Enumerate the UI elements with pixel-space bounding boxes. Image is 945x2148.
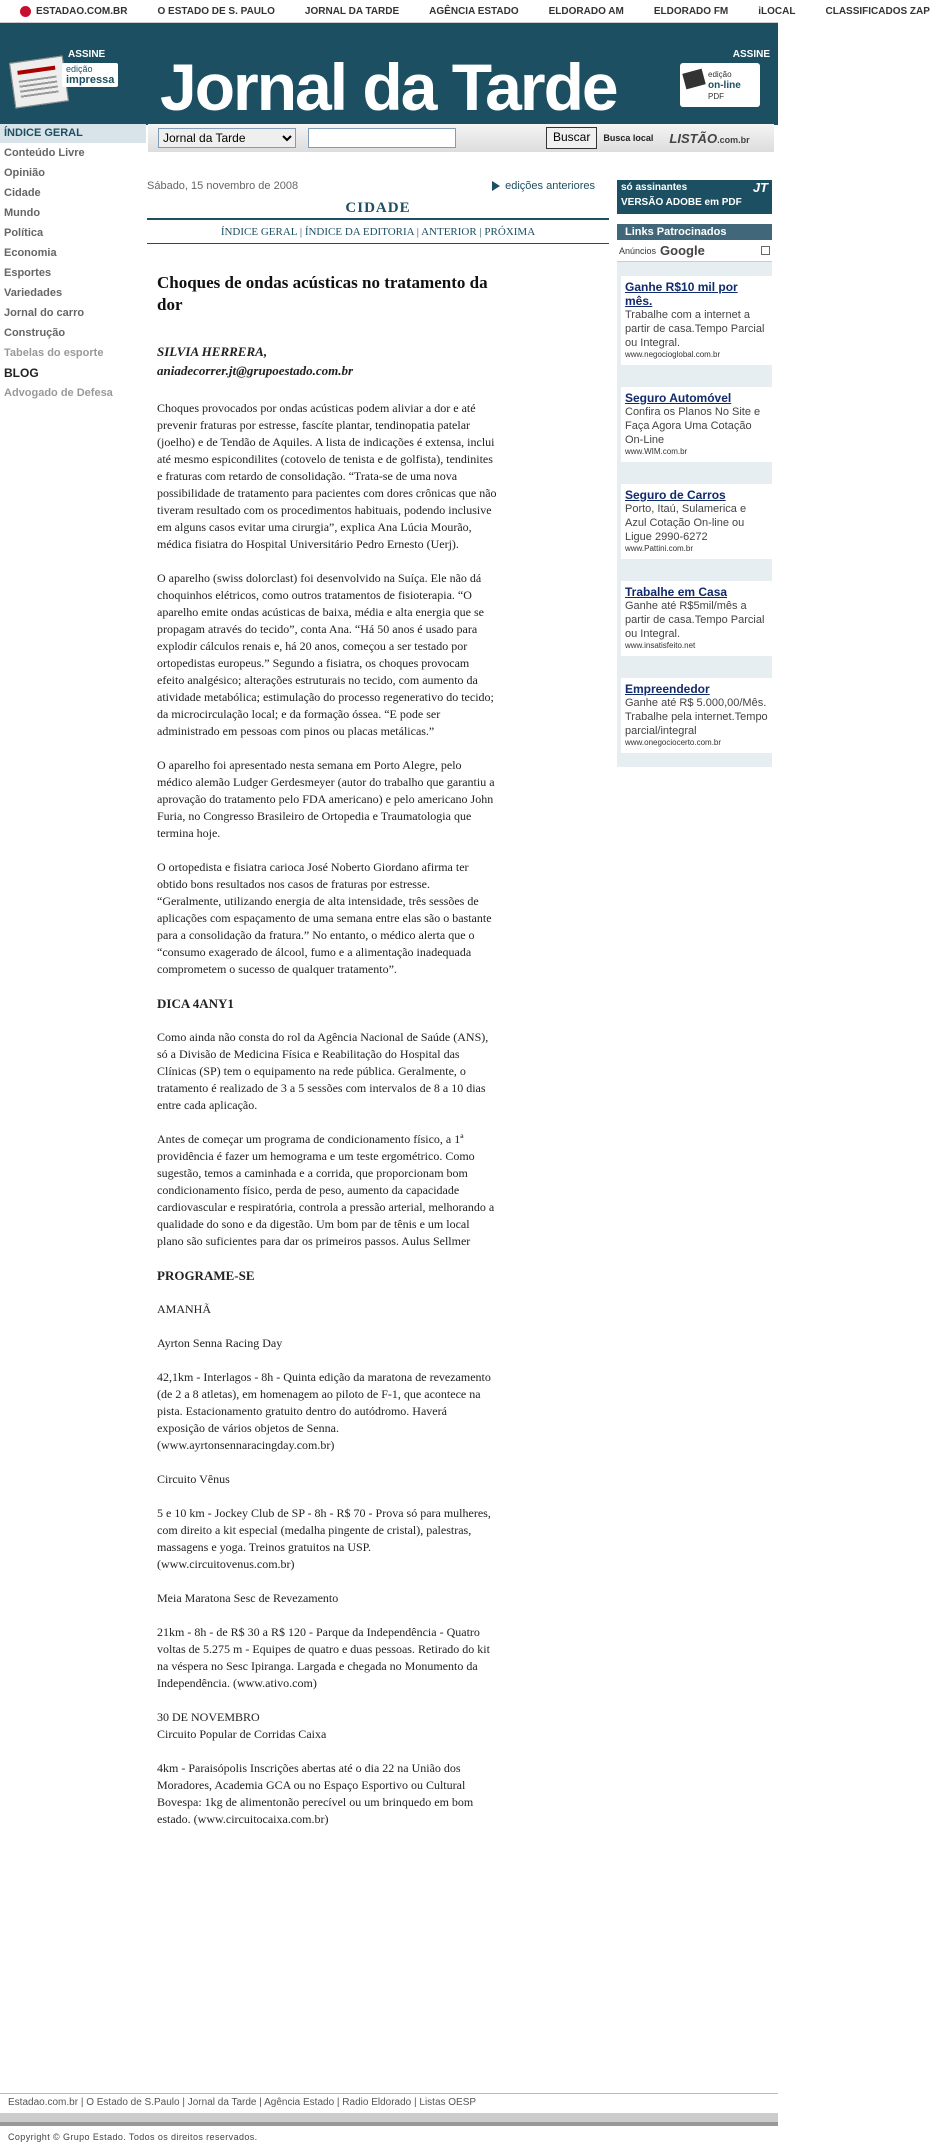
menu-item-conteudo-livre[interactable]: Conteúdo Livre [0,144,146,164]
ad-list [617,262,772,767]
ads-by-google[interactable] [617,240,772,262]
ad-item[interactable] [621,276,772,365]
menu-item-economia[interactable]: Economia [0,244,146,264]
programe-heading: PROGRAME-SE [157,1268,255,1283]
author-email[interactable]: aniadecorrer.jt@grupoestado.com.br [157,363,354,378]
online-edition-badge[interactable] [680,63,760,107]
topnav-label: ESTADAO.COM.BR [36,5,128,17]
topnav-link-agencia[interactable]: AGÊNCIA ESTADO [429,5,519,17]
previous-editions-label: edições anteriores [505,180,595,192]
article-paragraph: Como ainda não consta do rol da Agência Nacional de Saúde (ANS), só a Divisão de Medicina Física e Reabilitação do Hospital das Clínicas (SP) tem o equipamento na rede pública. Geralmente, o tratamento é realizado de 3 a 5 sessões com intervalos de 8 a 10 dias entre cada aplicação. [157,1030,489,1112]
article-paragraph: AMANHÃ [157,1302,211,1316]
online-edition-text [708,69,741,102]
menu-item-construcao[interactable]: Construção [0,324,146,344]
menu-item-tabelas[interactable]: Tabelas do esporte [0,344,146,364]
assine-print-label[interactable]: ASSINE [68,49,106,60]
previous-editions-link[interactable] [492,180,595,192]
main-content [147,180,609,1845]
article-paragraph: O aparelho (swiss dolorclast) foi desenvolvido na Suíça. Ele não dá choquinhos elétricos, como outros tratamentos de fisioterapia. “O aparelho emite ondas acústicas de baixa, média e alta energia que se propagam através do tecido”, conta Ana. “Há 50 anos é usado para explodir cálculos renais e, há 20 anos, começou a ser testado por ortopedistas europeus.” Segundo a fisiatra, os choques provocam efeito analgésico; alterações estruturais no tecido, com aumento da atividade metabólica; estimulação do processo regenerativo do tecido; da microcirculação local; e da formação óssea. “E pode ser administrado em pessoas com pinos ou placas metálicas.” [157,571,494,738]
assine-online-label[interactable]: ASSINE [732,49,770,60]
newspaper-icon[interactable] [9,55,69,108]
online-edition-line2: on-line [708,80,741,91]
article-subnav: ÍNDICE GERAL | ÍNDICE DA EDITORIA | ANTERIOR | PRÓXIMA [147,226,609,244]
menu-item-mundo[interactable]: Mundo [0,204,146,224]
topnav-link-zap[interactable]: CLASSIFICADOS ZAP [825,5,930,17]
print-edition-line2: impressa [66,74,115,86]
right-sidebar [617,180,772,767]
article-paragraph: Meia Maratona Sesc de Revezamento [157,1591,339,1605]
menu-item-advogado[interactable]: Advogado de Defesa [0,384,146,404]
ad-body: Porto, Itaú, Sulamerica e Azul Cotação On-line ou Ligue 2990-6272 [625,503,747,543]
article-paragraph: Antes de começar um programa de condicionamento físico, a 1ª providência é fazer um hemograma e um teste ergométrico. Como sugestão, temos a caminhada e a corrida, que proporcionam bom condicionamento físico, perda de peso, aumento da capacidade cardiovascular e respiratória, controla a pressão arterial, melhorando a qualidade do sono e da digestão. Um bom par de tênis e um local plano são suficientes para dar os primeiros passos. Aulus Sellmer [157,1132,495,1248]
topnav-link-estadao[interactable] [20,6,142,17]
menu-item-variedades[interactable]: Variedades [0,284,146,304]
ad-title[interactable]: Trabalhe em Casa [625,585,728,599]
ad-item[interactable] [621,678,772,753]
event-date: 30 DE NOVEMBRO [157,1710,260,1724]
topnav-link-eldorado-am[interactable]: ELDORADO AM [548,5,624,17]
estadao-logo-icon [20,6,31,17]
article-paragraph: Circuito Vênus [157,1472,230,1486]
subscriber-pdf-box[interactable] [617,180,772,214]
pdf-version-label: VERSÃO ADOBE em PDF [621,197,742,208]
ad-info-icon[interactable] [761,246,770,255]
menu-item-indice-geral[interactable]: ÍNDICE GERAL [0,124,146,144]
menu-item-opiniao[interactable]: Opinião [0,164,146,184]
online-edition-line3: PDF [708,92,724,101]
menu-item-jornal-do-carro[interactable]: Jornal do carro [0,304,146,324]
footer-divider [0,2113,778,2122]
article-title: Choques de ondas acústicas no tratamento da dor [157,273,488,314]
search-scope-select[interactable] [158,128,296,148]
ads-by-label: Anúncios [619,245,657,256]
ad-body: Ganhe até R$ 5.000,00/Mês. Trabalhe pela internet.Tempo parcial/integral [625,697,768,737]
author-name: SILVIA HERRERA, [157,344,268,359]
ad-body: Confira os Planos No Site e Faça Agora Uma Cotação On-Line [625,406,761,446]
article-paragraph: 42,1km - Interlagos - 8h - Quinta edição da maratona de revezamento (de 2 a 8 atletas), em homenagem ao piloto de F-1, que acontece na pista. Estacionamento gratuito dentro do autódromo. Haverá exposição de vários objetos de Senna. (www.ayrtonsennaracingday.com.br) [157,1370,491,1452]
ad-title[interactable]: Ganhe R$10 mil por mês. [625,280,738,308]
subnav-indice-editoria[interactable]: ÍNDICE DA EDITORIA [304,226,414,238]
article [147,244,497,1828]
ad-url[interactable]: www.Pattini.com.br [625,544,694,553]
listao-logo[interactable] [669,131,749,146]
copyright: Copyright © Grupo Estado. Todos os direitos reservados. [8,2132,258,2142]
header-banner [0,23,778,125]
subnav-indice-geral[interactable]: ÍNDICE GERAL [220,226,298,238]
site-title[interactable]: Jornal da Tarde [160,50,617,124]
search-button[interactable]: Buscar [546,127,597,149]
article-paragraph: Ayrton Senna Racing Day [157,1336,283,1350]
ad-url[interactable]: www.insatisfeito.net [625,641,696,650]
ad-item[interactable] [621,581,772,656]
menu-item-blog[interactable]: BLOG [0,364,146,384]
print-edition-badge[interactable] [62,63,118,87]
menu-item-politica[interactable]: Política [0,224,146,244]
ad-title[interactable]: Seguro de Carros [625,488,726,502]
menu-item-esportes[interactable]: Esportes [0,264,146,284]
ad-title[interactable]: Seguro Automóvel [625,391,732,405]
listao-name: LISTÃO [669,130,718,146]
busca-local-link[interactable]: Busca local [603,133,654,143]
top-navigation [0,0,930,23]
article-paragraph: O aparelho foi apresentado nesta semana em Porto Alegre, pelo médico alemão Ludger Gerdesmeyer (autor do trabalho que garantiu a aprovação do tratamento pelo FDA americano) e pelo americano John Furia, no Congresso Brasileiro de Ortopedia e Traumatologia que termina hoje. [157,758,495,840]
topnav-link-ilocal[interactable]: iLOCAL [758,5,796,17]
menu-item-cidade[interactable]: Cidade [0,184,146,204]
print-edition-line1: edição [66,64,93,74]
jt-logo: JT [752,180,768,195]
article-paragraph [157,1709,497,1743]
topnav-link-jt[interactable]: JORNAL DA TARDE [304,5,400,17]
ad-url[interactable]: www.WIM.com.br [625,447,688,456]
article-paragraph: 4km - Paraisópolis Inscrições abertas até o dia 22 na União dos Moradores, Academia GCA ou no Espaço Esportivo ou Cultural Bovespa: 1kg de alimentonão perecível ou um brinquedo em bom estado. (www.circuitocaixa.com.br) [157,1761,474,1826]
article-paragraph: 21km - 8h - de R$ 30 a R$ 120 - Parque da Independência - Quatro voltas de 5.275 m - Equipes de quatro e duas pessoas. Retirado do kit na véspera no Sesc Ipiranga. Largada e chegada no Monumento da Independência. (www.ativo.com) [157,1625,490,1690]
arrow-right-icon [492,181,500,191]
topnav-link-eldorado-fm[interactable]: ELDORADO FM [653,5,729,17]
edition-date: Sábado, 15 novembro de 2008 [147,180,299,192]
ad-item[interactable] [621,387,772,462]
ad-body: Trabalhe com a internet a partir de casa.Tempo Parcial ou Integral. [625,309,765,349]
article-paragraph: Choques provocados por ondas acústicas podem aliviar a dor e até prevenir fraturas por estresse, fascíte plantar, tendinopatia patelar (joelho) e de Tendão de Aquiles. A lista de indicações é extensa, inclui até mesmo espicondilites (cotovelo de tenista e de golfista), tendinites e fraturas com retardo de consolidação. “Trata-se de uma nova possibilidade de tratamento para pacientes com dores crônicas que não tiveram resultado com os procedimentos habituais, podendo inclusive em alguns casos evitar uma cirurgia”, explica Ana Lúcia Mourão, médica fisiatra do Hospital Universitário Pedro Ernesto (Uerj). [157,401,497,551]
dica-heading: DICA 4ANY1 [157,996,234,1011]
sponsored-links-header: Links Patrocinados [617,224,772,240]
article-paragraph: O ortopedista e fisiatra carioca José Noberto Giordano afirma ter obtido bons resultados nos casos de fraturas por estresse. “Geralmente, utilizando energia de alta intensidade, três sessões de aplicações com espaçamento de uma semana entre elas são o bastante para a consolidação da fratura.” No entanto, o médico alerta que o “consumo exagerado de álcool, fumo e a alimentação inadequada comprometem o sucesso de qualquer tratamento”. [157,860,492,976]
subscriber-only-label: só assinantes [621,182,688,193]
date-row [147,180,609,192]
ad-title[interactable]: Empreendedor [625,682,710,696]
listao-suffix: .com.br [717,134,750,145]
ad-url[interactable]: www.negocioglobal.com.br [625,350,721,359]
search-input[interactable] [308,128,456,148]
event-name: Circuito Popular de Corridas Caixa [157,1727,327,1741]
footer-links[interactable]: Estadao.com.br | O Estado de S.Paulo | Jornal da Tarde | Agência Estado | Radio Eldorado | Listas OESP [0,2093,778,2111]
online-edition-line1: edição [708,70,732,79]
section-title: CIDADE [147,200,609,220]
article-byline [157,342,497,380]
footer [0,2093,778,2148]
search-bar [148,124,774,152]
article-paragraph: 5 e 10 km - Jockey Club de SP - 8h - R$ 70 - Prova só para mulheres, com direito a kit especial (medalha pingente de cristal), palestras, massagens e yoga. Treinos gratuitos na USP. (www.circuitovenus.com.br) [157,1506,491,1571]
ad-item[interactable] [621,484,772,559]
topnav-link-oesp[interactable]: O ESTADO DE S. PAULO [157,5,275,17]
left-menu [0,124,146,404]
google-logo: Google [660,243,705,258]
laptop-icon [682,69,705,90]
subnav-proxima[interactable]: PRÓXIMA [484,226,536,238]
ad-url[interactable]: www.onegociocerto.com.br [625,738,722,747]
ad-body: Ganhe até R$5mil/mês a partir de casa.Tempo Parcial ou Integral. [625,600,765,640]
subnav-anterior[interactable]: ANTERIOR [421,226,477,238]
